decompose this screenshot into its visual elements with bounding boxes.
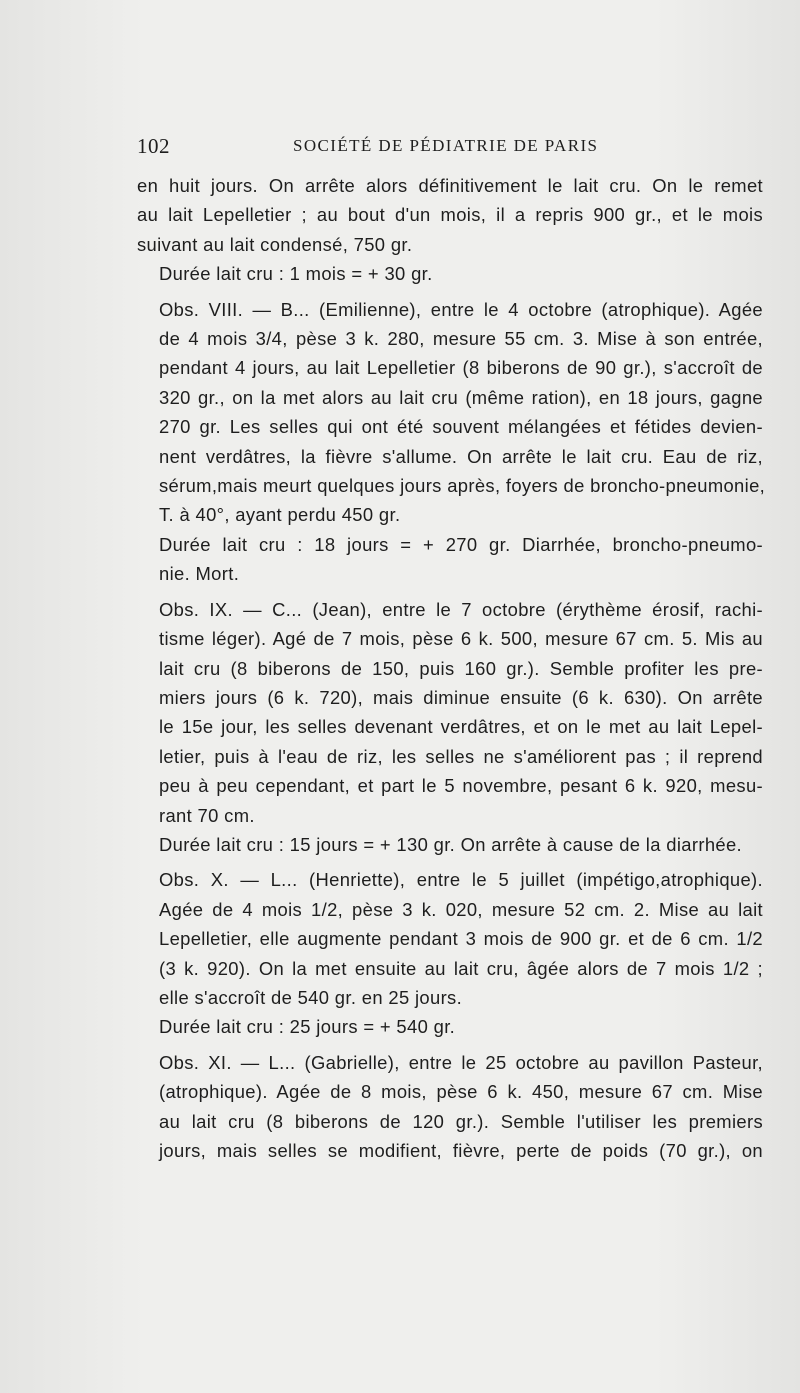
text-line: pendant 4 jours, au lait Lepelletier (8 biberons de 90 gr.), s'accroît de [159, 357, 763, 379]
text-line: rant 70 cm. [159, 804, 255, 826]
text-line: letier, puis à l'eau de riz, les selles ne s'améliorent pas ; il reprend [159, 745, 763, 767]
running-title: SOCIÉTÉ DE PÉDIATRIE DE PARIS [293, 136, 599, 155]
paragraph-duration-obs10 [137, 1012, 763, 1041]
text-line: Obs. X. — L... (Henriette), entre le 5 juillet (impétigo,atrophique). [159, 869, 763, 891]
text-line: en huit jours. On arrête alors définitivement le lait cru. On le remet [137, 175, 763, 196]
text-line: au lait cru (8 biberons de 120 gr.). Semble l'utiliser les premiers [159, 1110, 763, 1132]
page-header [137, 134, 757, 164]
text-line: sérum,mais meurt quelques jours après, foyers de broncho-pneumonie, [159, 475, 766, 497]
page-number: 102 [137, 134, 170, 158]
paragraph-obs-11 [137, 1048, 763, 1166]
text-line: Obs. IX. — C... (Jean), entre le 7 octobre (érythème érosif, rachi- [159, 598, 763, 620]
text-line: tisme léger). Agé de 7 mois, pèse 6 k. 500, mesure 67 cm. 5. Mis au [159, 628, 763, 650]
text-line: jours, mais selles se modifient, fièvre, perte de poids (70 gr.), on [159, 1140, 763, 1161]
paragraph-duration-obs9 [137, 830, 763, 859]
text-line: Lepelletier, elle augmente pendant 3 mois de 900 gr. et de 6 cm. 1/2 [159, 928, 763, 950]
text-line: Durée lait cru : 1 mois = + 30 gr. [159, 263, 433, 285]
text-line: le 15e jour, les selles devenant verdâtres, et on le met au lait Lepel- [159, 716, 763, 738]
paragraph-obs-10 [137, 865, 763, 1012]
text-line: Durée lait cru : 25 jours = + 540 gr. [159, 1016, 456, 1038]
text-line: nie. Mort. [159, 563, 240, 585]
text-line: de 4 mois 3/4, pèse 3 k. 280, mesure 55 cm. 3. Mise à son entrée, [159, 328, 763, 350]
text-line: au lait Lepelletier ; au bout d'un mois, il a repris 900 gr., et le mois [137, 204, 763, 226]
text-line: Obs. VIII. — B... (Emilienne), entre le 4 octobre (atrophique). Agée [159, 298, 763, 320]
paragraph-obs-9 [137, 595, 763, 830]
paragraph-continuation [137, 171, 763, 259]
text-line: Agée de 4 mois 1/2, pèse 3 k. 020, mesure 52 cm. 2. Mise au lait [159, 898, 763, 920]
paragraph-duration-obs8 [137, 530, 763, 589]
text-line: T. à 40°, ayant perdu 450 gr. [159, 504, 401, 526]
text-line: 320 gr., on la met alors au lait cru (même ration), en 18 jours, gagne [159, 386, 763, 408]
text-line: (atrophique). Agée de 8 mois, pèse 6 k. 450, mesure 67 cm. Mise [159, 1081, 763, 1103]
paragraph-duration-obs7 [137, 259, 763, 288]
paragraph-obs-8 [137, 295, 766, 530]
text-line: lait cru (8 biberons de 150, puis 160 gr.). Semble profiter les pre- [159, 657, 763, 679]
text-line: 270 gr. Les selles qui ont été souvent mélangées et fétides devien- [159, 416, 763, 438]
text-line: Obs. XI. — L... (Gabrielle), entre le 25 octobre au pavillon Pasteur, [159, 1051, 763, 1073]
text-line: peu à peu cependant, et part le 5 novembre, pesant 6 k. 920, mesu- [159, 775, 763, 797]
text-line: nent verdâtres, la fièvre s'allume. On arrête le lait cru. Eau de riz, [159, 445, 763, 467]
text-line: Durée lait cru : 15 jours = + 130 gr. On arrête à cause de la diarrhée. [159, 833, 743, 855]
text-line: miers jours (6 k. 720), mais diminue ensuite (6 k. 630). On arrête [159, 686, 763, 708]
text-line: elle s'accroît de 540 gr. en 25 jours. [159, 986, 463, 1008]
text-line: (3 k. 920). On la met ensuite au lait cru, âgée alors de 7 mois 1/2 ; [159, 957, 763, 979]
body-text [137, 171, 766, 1165]
text-line: Durée lait cru : 18 jours = + 270 gr. Diarrhée, broncho-pneumo- [159, 533, 763, 555]
text-line: suivant au lait condensé, 750 gr. [137, 233, 413, 255]
